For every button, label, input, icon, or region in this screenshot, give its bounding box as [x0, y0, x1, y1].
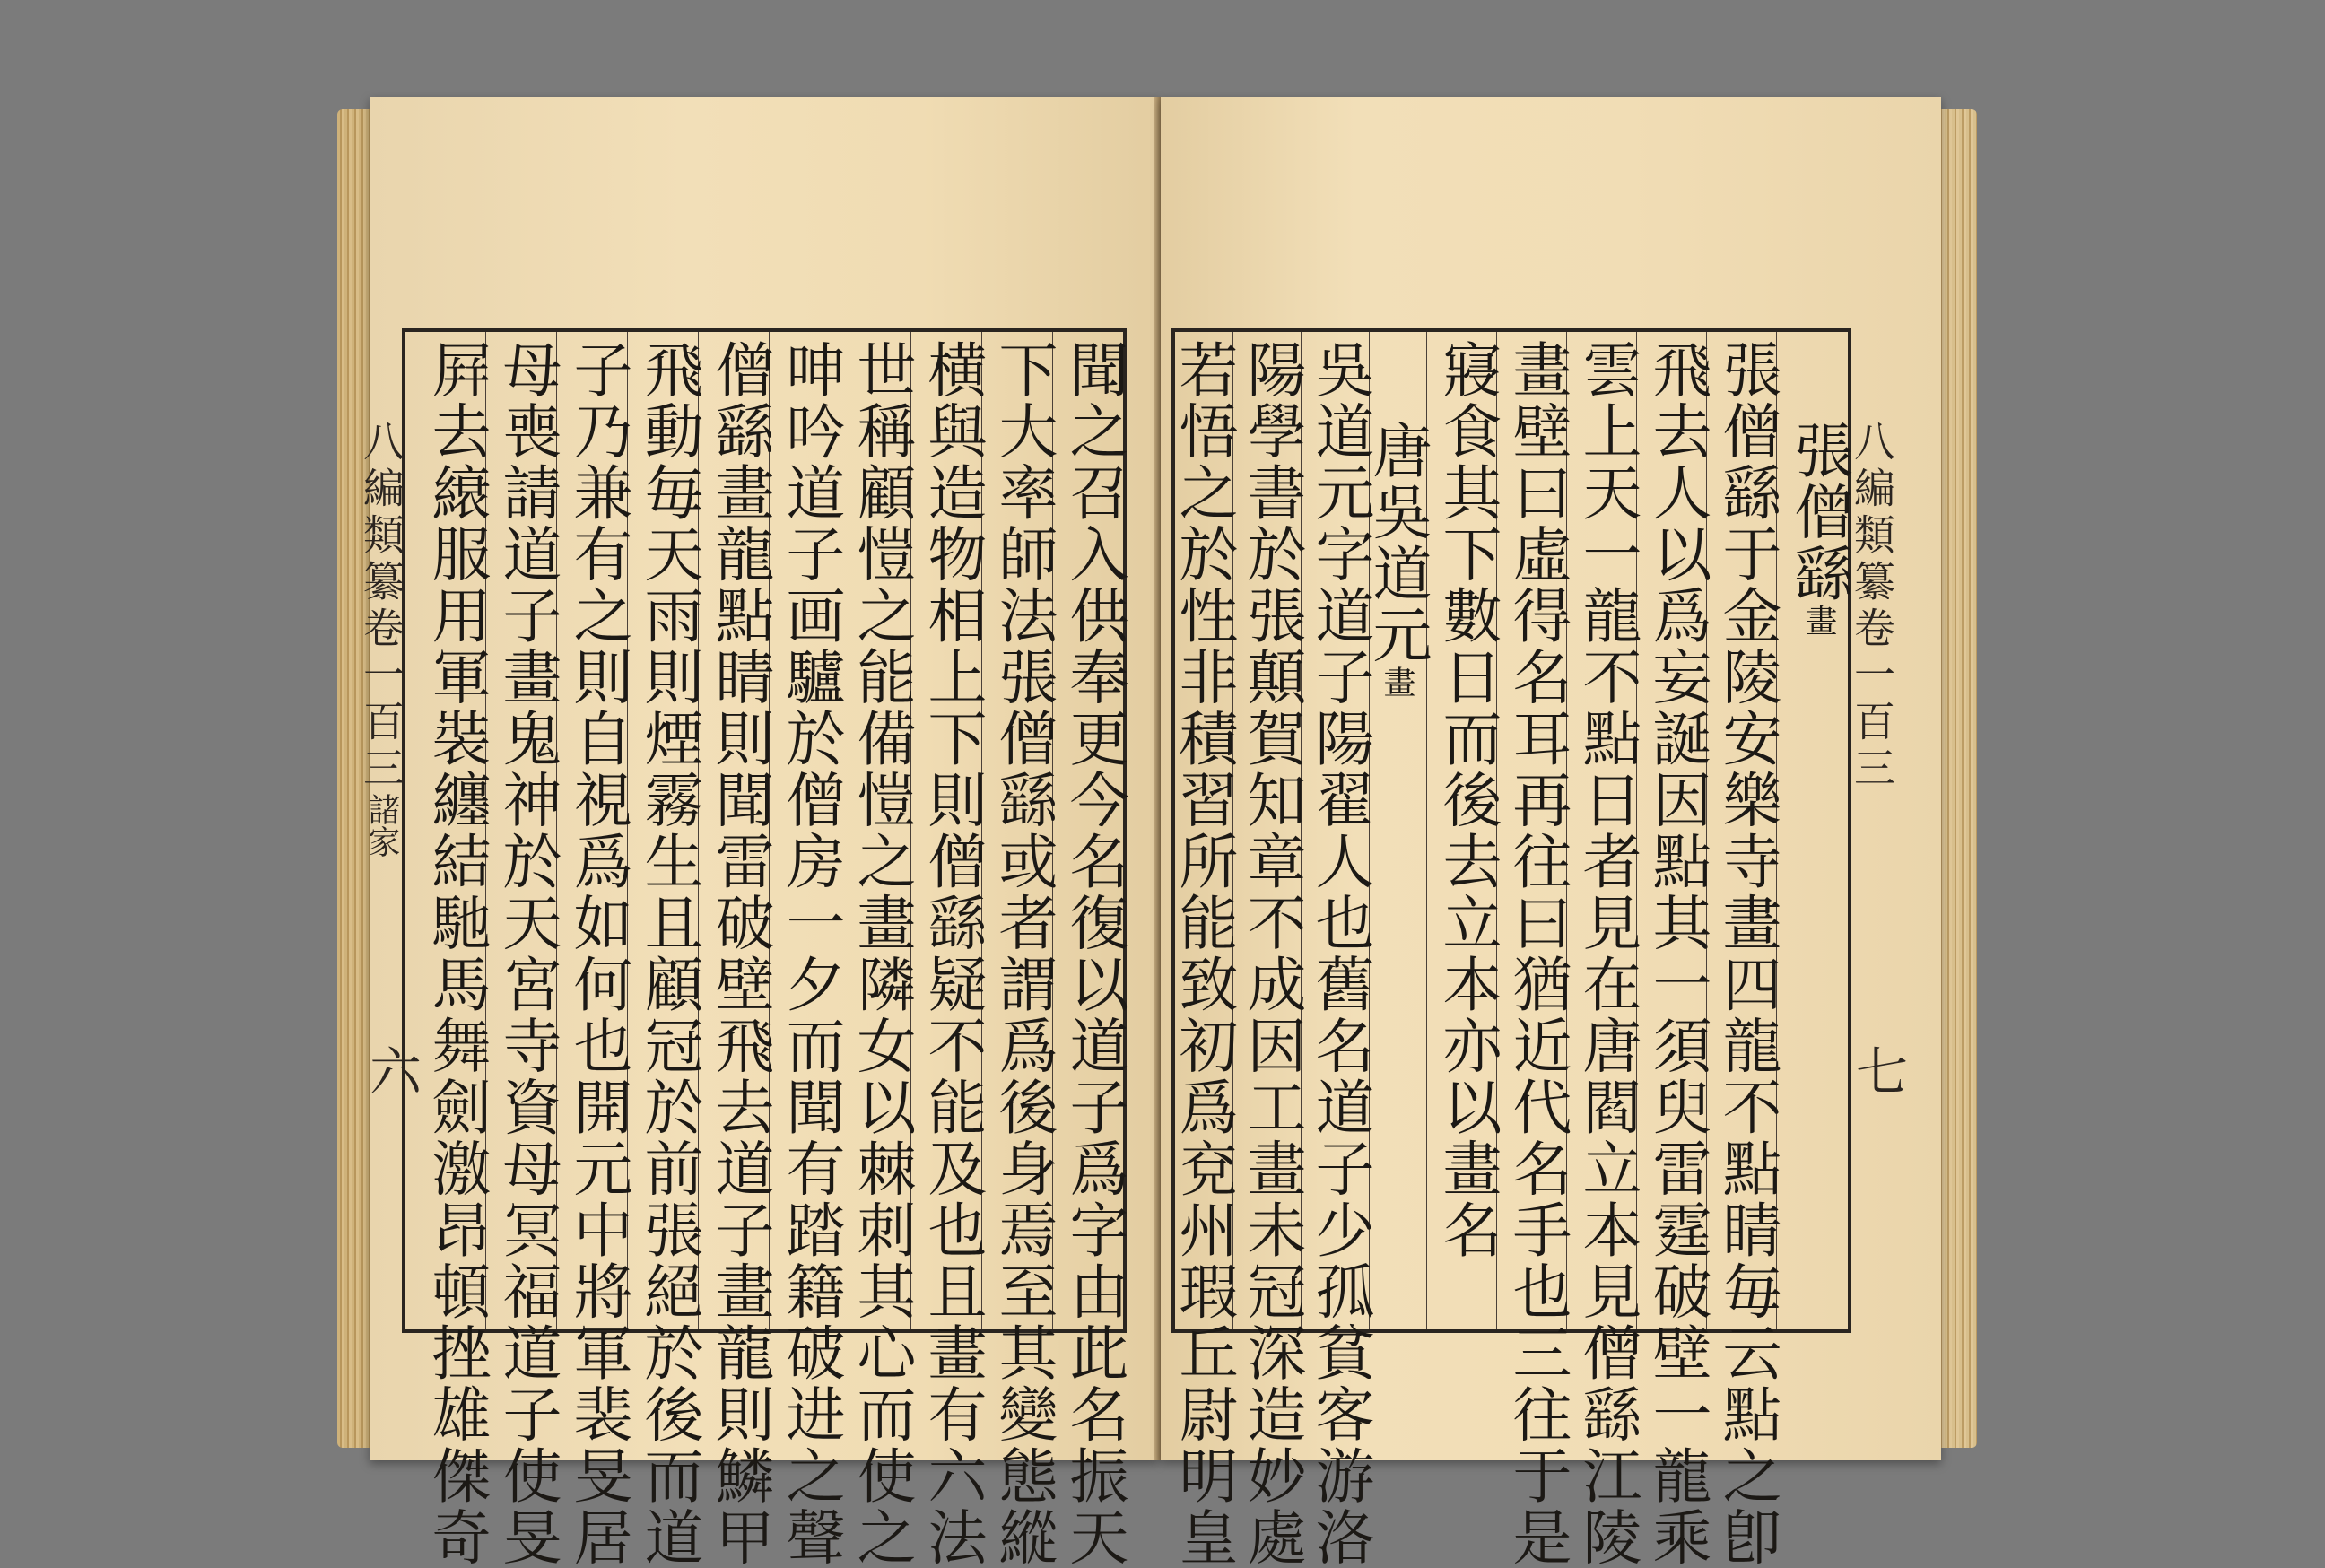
text-column: 聞之召入供奉更今名復以道子爲字由此名振天: [1052, 332, 1123, 1329]
text-column: 屛去縗服用軍裝纏結馳馬舞劍激昂頓挫雄傑奇: [422, 339, 491, 1568]
text-column: 横與造物相上下則僧繇疑不能及也且畫有六法: [910, 332, 981, 1329]
left-page: [357, 97, 1159, 1568]
text-column: 陽學書於張顛賀知章不成因工畫未冠深造妙處: [1232, 332, 1301, 1329]
banxin-right: 八編類纂卷一百三: [1848, 420, 1896, 793]
text-column: 寢食其下數日而後去立本亦以畫名: [1426, 332, 1496, 1329]
text-column: 世稱顧愷之能備愷之畫隣女以棘刺其心而使之: [840, 332, 910, 1329]
text-column: 下大率師法張僧繇或者謂爲後身焉至其變態縱: [981, 332, 1052, 1329]
banxin-left: 八編類纂卷一百三諸家: [357, 420, 405, 858]
right-text-frame: [1169, 328, 1853, 1568]
text-column: 雲上天一龍不點日者見在唐閻立本見僧繇江陵: [1566, 332, 1636, 1329]
open-book: [337, 90, 1977, 1568]
folio-number-left: 六: [370, 1041, 422, 1102]
text-column: 吳道元字道子陽翟人也舊名道子少孤貧客游洛: [1301, 332, 1369, 1329]
text-column: 呻吟道子画驢於僧房一夕而聞有踏籍破进之聲: [769, 332, 840, 1329]
text-column: 若悟之於性非積習所能致初爲兗州瑕丘尉明皇: [1169, 339, 1238, 1568]
text-column: 飛動毎天雨則煙霧生且顧冠於前張絕於後而道: [627, 332, 698, 1329]
text-column: 母喪請道子畫鬼神於天宮寺資母冥福道子使旻: [485, 332, 556, 1329]
text-column: 飛去人以爲妄誕因點其一須臾雷霆破壁一龍乘: [1636, 332, 1706, 1329]
text-column: 僧繇畫龍點睛則聞雷破壁飛去道子畫龍則鱗甲: [698, 332, 769, 1329]
text-column: 張僧繇于金陵安樂寺畫四龍不點睛毎云點之卽: [1706, 332, 1776, 1329]
text-column: 子乃兼有之則自視爲如何也開元中將軍裴旻居: [556, 332, 627, 1329]
heading-column: 唐吳道元畫: [1369, 332, 1426, 1329]
folio-number-right: 七: [1856, 1041, 1909, 1102]
heading-column: 張僧繇畫: [1776, 332, 1848, 1329]
left-text-frame: [402, 328, 1128, 1568]
right-page: [1161, 97, 1941, 1568]
page-stack-right-edge: [1938, 109, 1977, 1448]
text-column: 畫壁曰虛得名耳再往曰猶近代名手也三往于是: [1496, 332, 1566, 1329]
